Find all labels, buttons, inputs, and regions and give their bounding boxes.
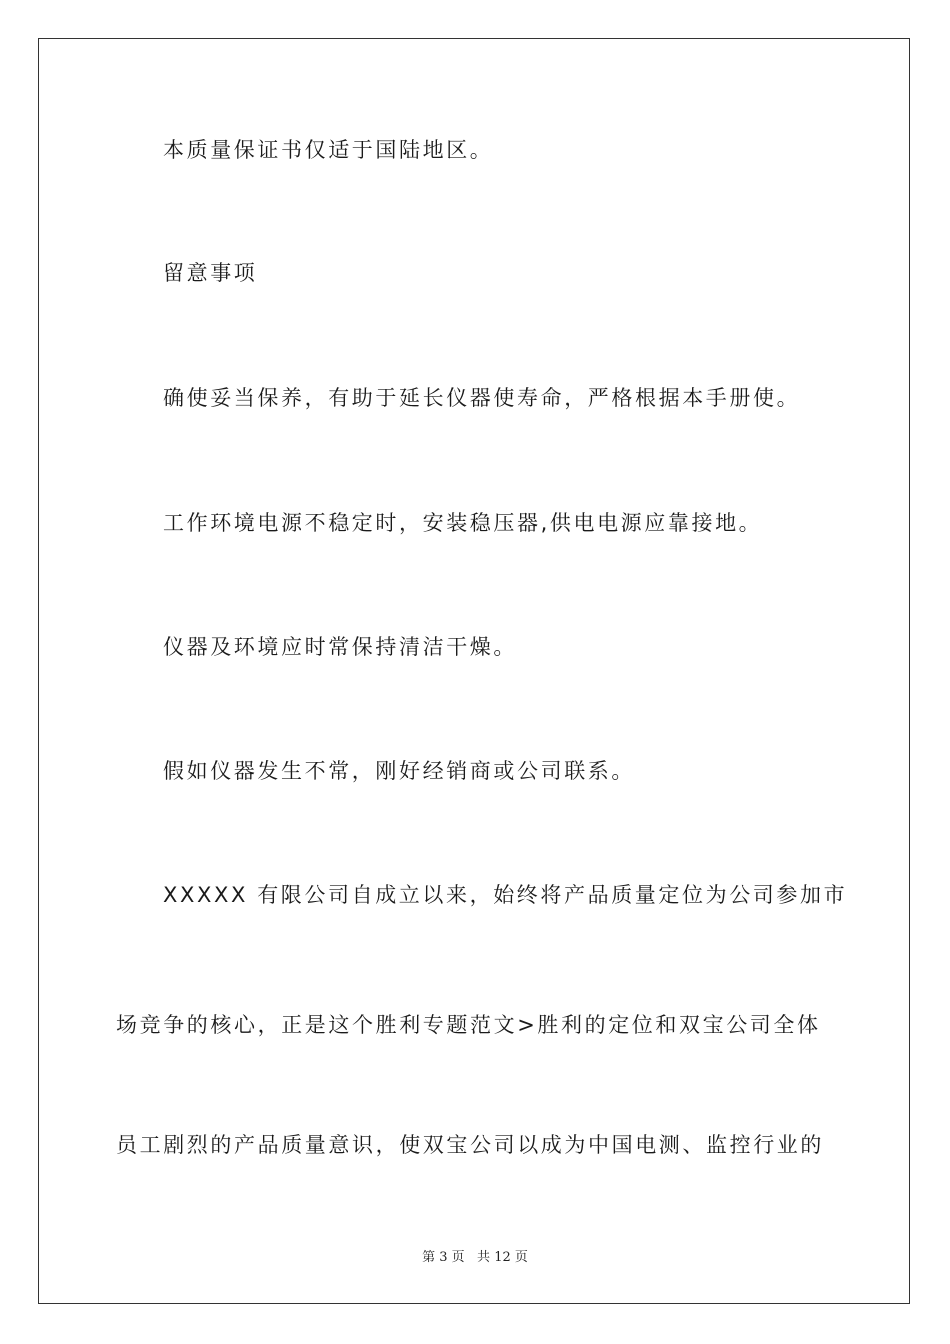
paragraph-power-supply: 工作环境电源不稳定时，安装稳压器,供电电源应靠接地。 xyxy=(163,511,763,535)
closing-paragraph-line-3: 员工剧烈的产品质量意识，使双宝公司以成为中国电测、监控行业的 xyxy=(116,1133,824,1157)
closing-paragraph-line-1: XXXXX 有限公司自成立以来，始终将产品质量定位为公司参加市 xyxy=(163,883,848,907)
closing-paragraph-line-2: 场竞争的核心，正是这个胜利专题范文>胜利的定位和双宝公司全体 xyxy=(116,1013,821,1037)
heading-notes: 留意事项 xyxy=(163,261,258,285)
paragraph-clean-dry: 仪器及环境应时常保持清洁干燥。 xyxy=(163,635,517,659)
paragraph-maintenance: 确使妥当保养，有助于延长仪器使寿命，严格根据本手册使。 xyxy=(163,386,801,410)
paragraph-contact-dealer: 假如仪器发生不常，刚好经销商或公司联系。 xyxy=(163,759,635,783)
paragraph-warranty-region: 本质量保证书仅适于国陆地区。 xyxy=(163,138,494,162)
page-footer-page-number: 第 3 页 共 12 页 xyxy=(422,1250,528,1265)
page-frame xyxy=(38,38,910,1304)
